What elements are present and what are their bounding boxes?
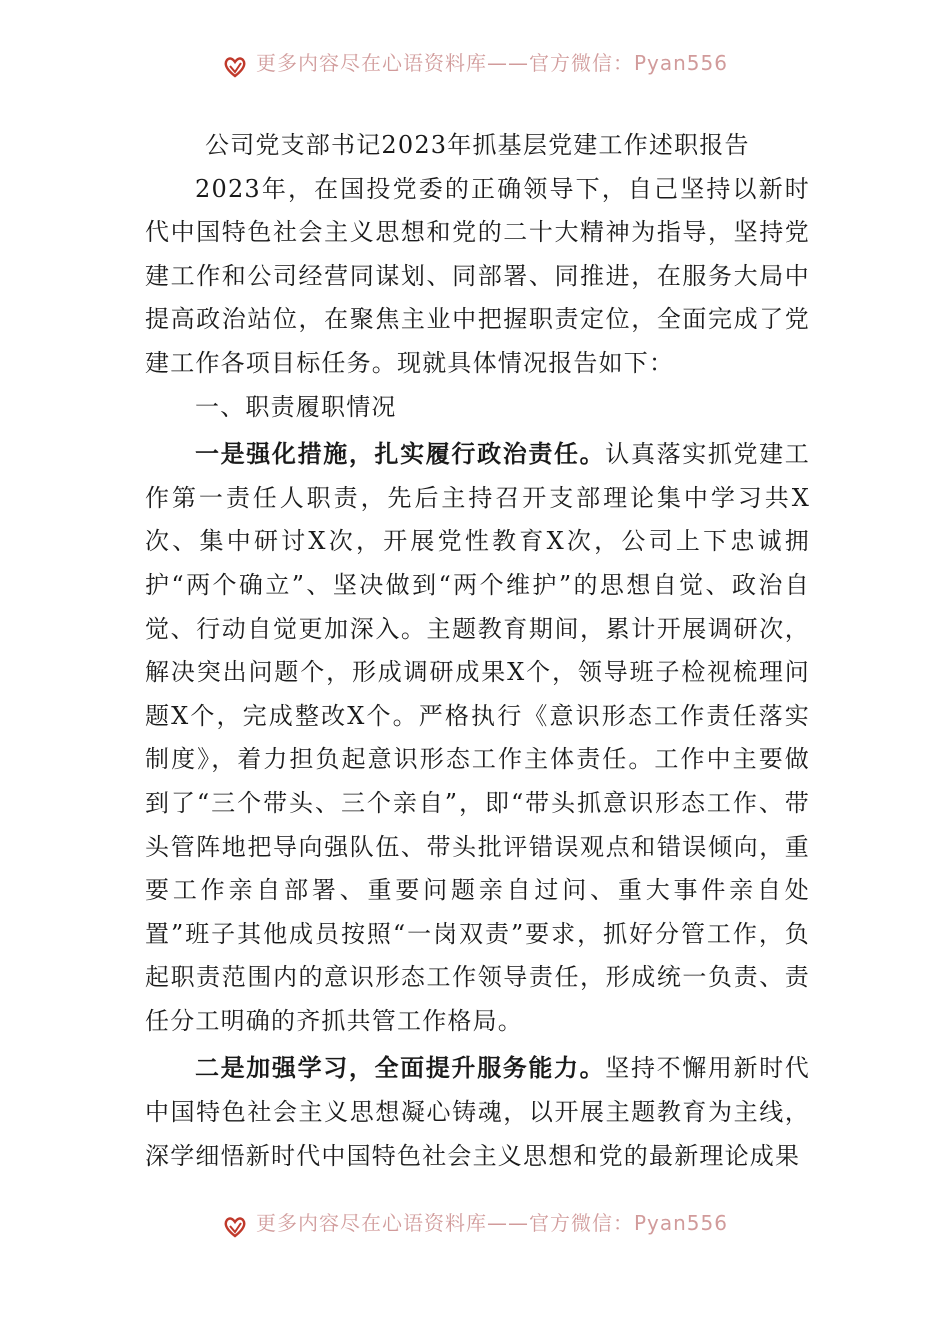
paragraph-1-lead: 一是强化措施，扎实履行政治责任。 <box>195 440 606 469</box>
watermark-header <box>0 52 950 82</box>
document-body <box>145 124 810 1178</box>
watermark-text: 更多内容尽在心语资料库——官方微信：Pyan556 <box>255 52 728 75</box>
paragraph-1 <box>145 433 810 1043</box>
paragraph-2-lead: 二是加强学习，全面提升服务能力。 <box>195 1054 606 1083</box>
heart-logo-icon <box>222 54 248 80</box>
intro-paragraph: 2023年，在国投党委的正确领导下，自己坚持以新时代中国特色社会主义思想和党的二十大精神为指导，坚持党建工作和公司经营同谋划、同部署、同推进，在服务大局中提高政治站位，在聚焦主业中把握职责定位，全面完成了党建工作各项目标任务。现就具体情况报告如下： <box>145 174 810 377</box>
watermark-text: 更多内容尽在心语资料库——官方微信：Pyan556 <box>255 1212 728 1235</box>
paragraph-2 <box>145 1047 810 1178</box>
heart-logo-icon <box>222 1214 248 1240</box>
document-title: 公司党支部书记2023年抓基层党建工作述职报告 <box>205 131 750 159</box>
watermark-footer <box>0 1212 950 1242</box>
paragraph-2-body: 坚持不懈用新时代中国特色社会主义思想凝心铸魂，以开展主题教育为主线，深学细悟新时代中国特色社会主义思想和党的最新理论成果 <box>145 1054 810 1170</box>
paragraph-1-body: 认真落实抓党建工作第一责任人职责，先后主持召开支部理论集中学习共X次、集中研讨X次，开展党性教育X次，公司上下忠诚拥护“两个确立”、坚决做到“两个维护”的思想自觉、政治自觉、行动自觉更加深入。主题教育期间，累计开展调研次，解决突出问题个，形成调研成果X个，领导班子检视梳理问题X个，完成整改X个。严格执行《意识形态工作责任落实制度》，着力担负起意识形态工作主体责任。工作中主要做到了“三个带头、三个亲自”，即“带头抓意识形态工作、带头管阵地把导向强队伍、带头批评错误观点和错误倾向，重要工作亲自部署、重要问题亲自过问、重大事件亲自处置”班子其他成员按照“一岗双责”要求，抓好分管工作，负起职责范围内的意识形态工作领导责任，形成统一负责、责任分工明确的齐抓共管工作格局。 <box>145 440 810 1035</box>
section-heading: 一、职责履职情况 <box>195 392 397 421</box>
